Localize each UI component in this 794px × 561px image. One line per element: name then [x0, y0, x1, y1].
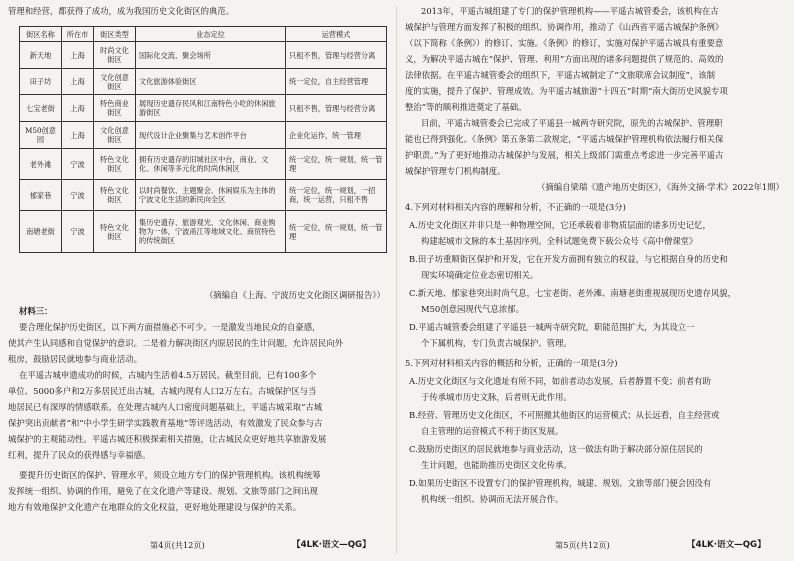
table-cell: 新天地 [20, 42, 62, 69]
q4-option-a-cont: 构建起城市文脉的本土基因序列。全科试题免费下载公众号《高中僧课堂》 [421, 236, 698, 246]
table-cell: 宁波 [62, 211, 94, 253]
paragraph-line: （以下简称《条例》）的修订、实施。《条例》的修订，实施对保护平遥古城具有重要意 [405, 38, 724, 48]
paragraph-line: 使其产生认同感和自觉保护的意识。二是着力解决街区内原居民的生计问题，允许居民向外 [8, 338, 343, 348]
q4-option-b-cont: 现实环境确定位业态密切相关。 [421, 270, 539, 280]
paragraph-line: 整治”等的顺利推进奠定了基础。 [405, 102, 527, 112]
table-header-row [20, 27, 387, 42]
table-cell: 特色文化街区 [94, 149, 136, 180]
table-cell: 只租不售，管理与经营分离 [286, 42, 387, 69]
paragraph-line: 在平遥古城申遗成功的时候，古城内生活着4.5万居民。截至目前，已有100多个 [19, 370, 317, 380]
table-cell: 国际化交流、聚会场所 [136, 42, 286, 69]
exam-tag: 【4LK·语文—QG】 [292, 540, 371, 550]
table-cell: 上海 [62, 69, 94, 95]
material-heading: 材料三： [19, 306, 53, 316]
table-cell: 南塘老街 [20, 211, 62, 253]
table-cell: 田子坊 [20, 69, 62, 95]
question-4: 4.下列对材料相关内容的理解和分析，不正确的一项是(3分) [405, 202, 626, 212]
table-cell: 文化创意街区 [94, 122, 136, 149]
paragraph-line: 要提升历史街区的保护、管理水平，须设立地方专门的保护管理机构。该机构统筹 [19, 470, 321, 480]
table-cell: 展现历史遗存民风和江南特色小吃的休闲旅游街区 [136, 95, 286, 122]
exam-tag: 【4LK·语文—QG】 [687, 540, 766, 550]
page-number: 第5页(共12页) [555, 540, 610, 550]
paragraph-line: 城保护管理专门机构制度。 [405, 166, 506, 176]
table-cell: 时尚文化街区 [94, 42, 136, 69]
paragraph-line: 城保护的主观能动性。平遥古城还积极探索相关措施，让古城民众更好地共享旅游发展 [8, 434, 327, 444]
q5-option-d-cont: 机构统一组织、协调而无法开展合作。 [421, 494, 564, 504]
table-cell: 企业化运作，统一管理 [286, 122, 387, 149]
q4-option-a: A.历史文化街区并非只是一种物理空间，它还承载着非物质层面的诸多历史记忆， [409, 220, 711, 230]
districts-table [19, 26, 387, 253]
right-page [397, 0, 794, 561]
table-row [20, 211, 387, 253]
table-cell: 只租不售，管理与经营分离 [286, 95, 387, 122]
question-5: 5.下列对材料相关内容的概括和分析，正确的一项是(3分) [405, 358, 618, 368]
q4-option-d: D.平遥古城管委会组建了平遥县一城两寺研究院，职能范围扩大，为其设立一 [409, 322, 695, 332]
paragraph-line: 法律依据。在平遥古城管委会的组织下，平遥古城制定了“文旅联席会议制度”，该制 [405, 70, 716, 80]
paragraph-line: 单位、5000多户和2万多居民迁出古城，古城内现有人口2万左右。古城保护区与当 [8, 386, 317, 396]
header-cell: 街区名称 [20, 27, 62, 42]
q5-option-c-cont: 生计问题，也能助推历史街区文化传承。 [421, 460, 572, 470]
paragraph-line: 租房，鼓励居民就地参与商业活动。 [8, 354, 142, 364]
q4-option-c-cont: M50创意园现代气息浓郁。 [421, 304, 524, 314]
q5-option-c: C.鼓励历史街区的居民就地参与商业活动，这一做法有助于解决部分原住居民的 [409, 444, 703, 454]
header-cell: 所在市 [62, 27, 94, 42]
q5-option-a: A.历史文化街区与文化遗址有所不同，如前者动态发展，后者静置不变；前者有助 [409, 376, 711, 386]
q4-option-b: B.田子坊重顺街区保护和开发，它在开发方面拥有独立的权益，与它根据自身的历史和 [409, 254, 728, 264]
paragraph-line: 要合理化保护历史街区，以下两方面措施必不可少。一是激发当地民众的自豪感， [19, 322, 321, 332]
source-note: （摘编自梁瑞《遗产地历史街区》，《海外文摘·学术》2022年1期） [536, 182, 784, 192]
paragraph-line: 红利，提升了民众的获得感与幸福感。 [8, 450, 151, 460]
table-cell: 拥有历史遗存的旧城社区中台，商业、文化、休闲等多元化的时尚休闲区 [136, 149, 286, 180]
intro-text: 管理和经营，都获得了成功，成为我国历史文化街区的典范。 [8, 6, 235, 16]
table-row [20, 95, 387, 122]
table-cell: 统一定位，自主经营管理 [286, 69, 387, 95]
paragraph-line: 地方有效地保护文化遗产在地群众的文化权益，更好地处理建设与保护的关系。 [8, 502, 302, 512]
q5-option-a-cont: 于传承城市历史文脉，后者则无此作用。 [421, 392, 572, 402]
table-row [20, 122, 387, 149]
q4-option-d-cont: 个下属机构，专门负责古城保护、管理。 [421, 338, 572, 348]
table-cell: 统一定位，统一规划，统一管理 [286, 149, 387, 180]
table-cell: 统一定位，统一规划，一招商，统一运营，只租不售 [286, 180, 387, 211]
source-note: （摘编自《上海、宁波历史文化街区调研报告》） [204, 290, 385, 300]
table-cell: 特色商业街区 [94, 95, 136, 122]
paragraph-line: 度的实施，提升了保护、管理成效。为平遥古城旅游“十四五”时期“南大街历史风貌专项 [405, 86, 728, 96]
q4-option-c: C.新天地、郁家巷突出时尚气息，七宝老街、老外滩、南塘老街重视展现历史遗存风貌， [409, 288, 737, 298]
table-cell: 上海 [62, 42, 94, 69]
table-cell: 现代设计企业聚集与艺术创作平台 [136, 122, 286, 149]
paragraph-line: 2013年，平遥古城组建了专门的保护管理机构——平遥古城管委会，该机构在古 [421, 6, 719, 16]
table-cell: 文化旅游体验街区 [136, 69, 286, 95]
table-cell: 以时尚餐饮、主题聚会、休闲娱乐为主体的宁波文化生活的新民向全区 [136, 180, 286, 211]
paragraph-line: 城保护与管理方面发挥了积极的组织、协调作用，推动了《山西省平遥古城保护条例》 [405, 22, 724, 32]
page-number: 第4页(共12页) [150, 540, 205, 550]
q5-option-b-cont: 自主管理的运营模式不利于街区发展。 [421, 426, 564, 436]
table-cell: 宁波 [62, 149, 94, 180]
q5-option-d: D.如果历史街区不设置专门的保护管理机构，城建、规划、文旅等部门便会因没有 [409, 478, 712, 488]
table-row [20, 149, 387, 180]
paragraph-line: 目前，平遥古城管委会已完成了平遥县一城两寺研究院，原先的古城保护、管理职 [421, 118, 723, 128]
table-cell: 特色文化街区 [94, 180, 136, 211]
table-row [20, 180, 387, 211]
table-cell: 七宝老街 [20, 95, 62, 122]
table-cell: 老外滩 [20, 149, 62, 180]
table-row [20, 69, 387, 95]
header-cell: 业态定位 [136, 27, 286, 42]
table-row [20, 42, 387, 69]
table-cell: 上海 [62, 95, 94, 122]
table-cell: 统一定位，统一规划，统一管理 [286, 211, 387, 253]
table-cell: 集历史遗存、旅游观光、文化休闲、商业购物为一体，宁波甬江等地域文化、商贸特色的传统街区 [136, 211, 286, 253]
table-cell: 特色文化街区 [94, 211, 136, 253]
paragraph-line: 能也已得到强化。《条例》第五条第二款规定，“平遥古城保护管理机构依法履行相关保 [405, 134, 724, 144]
header-cell: 街区类型 [94, 27, 136, 42]
header-cell: 运营模式 [286, 27, 387, 42]
paragraph-line: 地居民已有深厚的情感联系。在处理古城内人口密度问题基础上，平遥古城采取“古城 [8, 402, 323, 412]
paragraph-line: 保护突出贡献者”和“中小学生研学实践教育基地”等评选活动，有效激发了民众参与古 [8, 418, 323, 428]
paragraph-line: 护职责。”为了更好地推动古城保护与发展，相关上级部门需重点考虑进一步完善平遥古 [405, 150, 724, 160]
table-cell: 郁家巷 [20, 180, 62, 211]
table-cell: 文化创意街区 [94, 69, 136, 95]
table-cell: 上海 [62, 122, 94, 149]
table-cell: 宁波 [62, 180, 94, 211]
q5-option-b: B.经营、管理历史文化街区，不可照搬其他街区的运营模式；从长远看，自主经营或 [409, 410, 720, 420]
paragraph-line: 义，为解决平遥古城在“保护、管理、利用”方面出现的诸多问题提供了规范的、高效的 [405, 54, 724, 64]
paragraph-line: 发挥统一组织、协调的作用，避免了在文化遗产等建设、规划、文旅等部门之间出现 [8, 486, 318, 496]
table-cell: M50创意园 [20, 122, 62, 149]
